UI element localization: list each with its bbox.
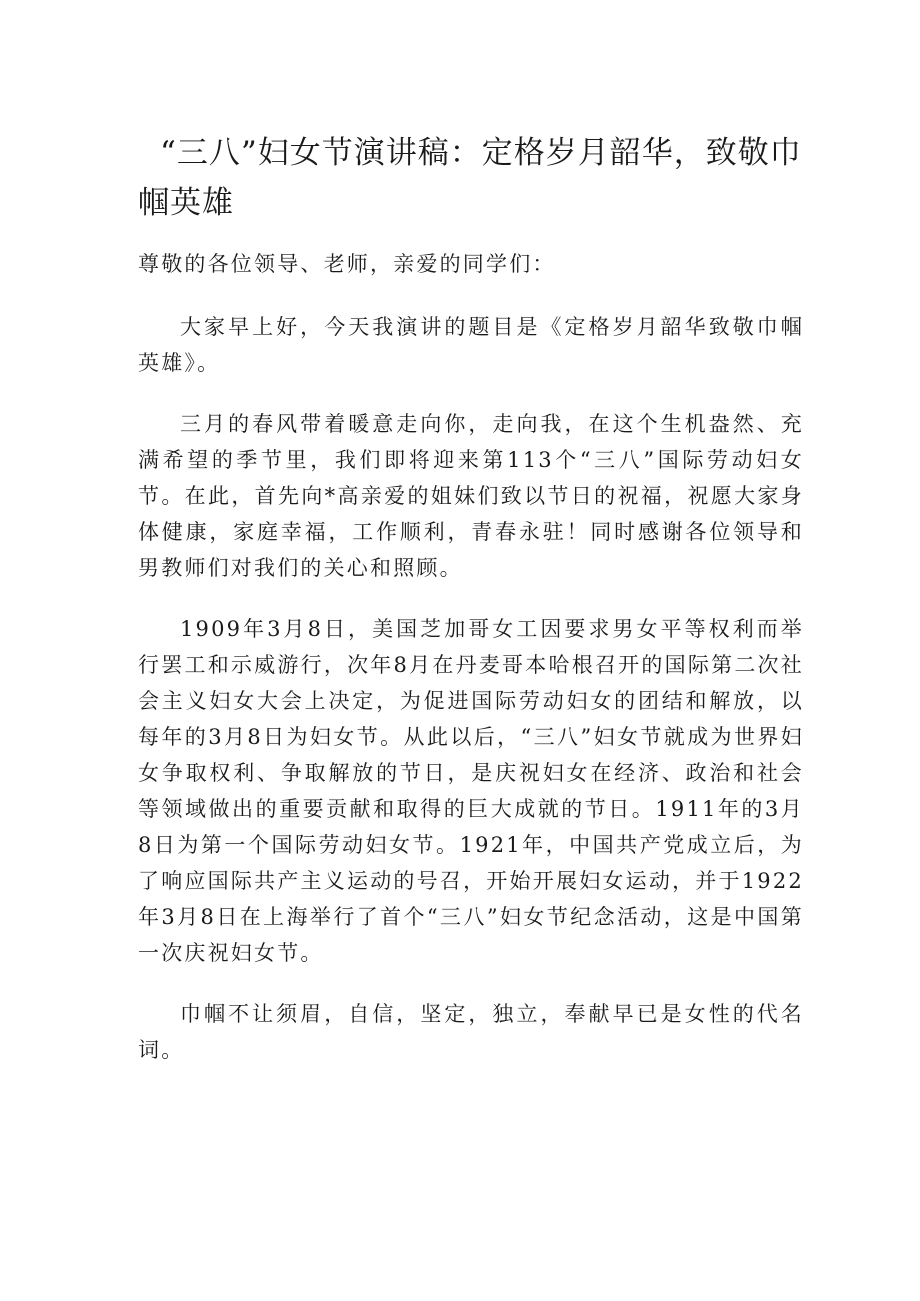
salutation: 尊敬的各位领导、老师，亲爱的同学们： (138, 252, 556, 276)
document-body (138, 246, 804, 1068)
paragraph-history: 1909年3月8日，美国芝加哥女工因要求男女平等权利而举行罢工和示威游行，次年8月在丹麦哥本哈根召开的国际第二次社会主义妇女大会上决定，为促进国际劳动妇女的团结和解放，以每年的3月8日为妇女节。从此以后，“三八”妇女节就成为世界妇女争取权利、争取解放的节日，是庆祝妇女在经济、政治和社会等领域做出的重要贡献和取得的巨大成就的节日。1911年的3月8日为第一个国际劳动妇女节。1921年，中国共产党成立后，为了响应国际共产主义运动的号召，开始开展妇女运动，并于1922年3月8日在上海举行了首个“三八”妇女节纪念活动，这是中国第一次庆祝妇女节。 (138, 617, 804, 965)
document-title: “三八”妇女节演讲稿：定格岁月韶华，致敬巾帼英雄 (138, 135, 802, 221)
paragraph-women: 巾帼不让须眉，自信，坚定，独立，奉献早已是女性的代名词。 (138, 1002, 804, 1062)
paragraph-spring: 三月的春风带着暖意走向你，走向我，在这个生机盎然、充满希望的季节里，我们即将迎来第113个“三八”国际劳动妇女节。在此，首先向*高亲爱的姐妹们致以节日的祝福，祝愿大家身体健康，家庭幸福，工作顺利，青春永驻！同时感谢各位领导和男教师们对我们的关心和照顾。 (138, 412, 804, 580)
paragraph-greeting: 大家早上好，今天我演讲的题目是《定格岁月韶华致敬巾帼英雄》。 (138, 315, 804, 375)
